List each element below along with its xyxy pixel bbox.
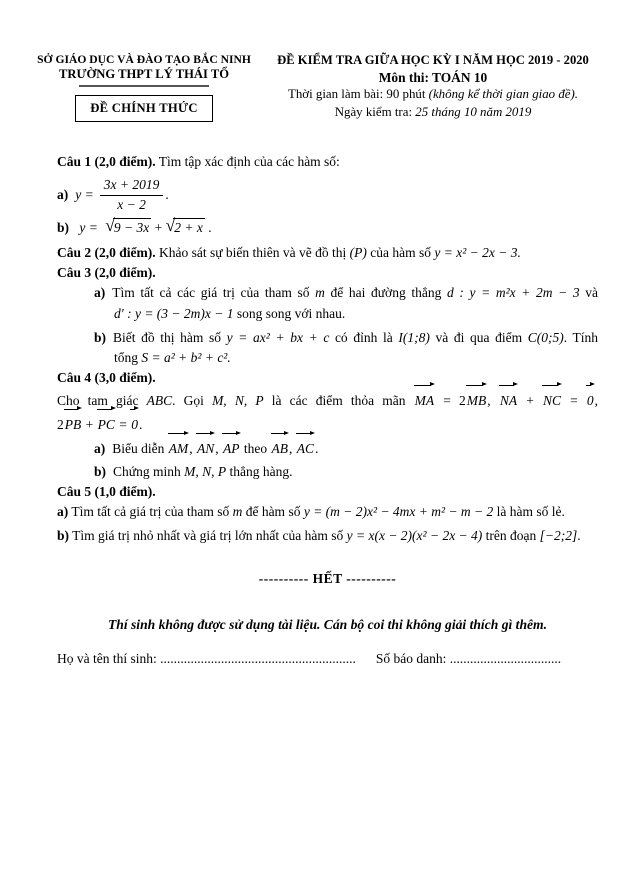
q5-b-label: b): [57, 528, 70, 544]
radicand-2: 2 + x: [174, 219, 203, 235]
q3-a-text-3: và: [579, 285, 598, 301]
radical-sign: √: [165, 214, 176, 235]
q4-comma-1: ,: [487, 392, 499, 408]
q5-a-text-2: để hàm số: [242, 504, 304, 520]
q4-a-comma-2: ,: [215, 441, 223, 457]
duration-note: (không kể thời gian giao đề).: [428, 87, 579, 102]
q3-b-text-5: tổng: [114, 350, 142, 366]
q5-b-interval: [−2;2]: [539, 528, 578, 544]
q1-intro: Tìm tập xác định của các hàm số:: [155, 153, 340, 169]
q4-a-comma-3: ,: [289, 441, 296, 457]
q4-a-text-2: theo: [240, 441, 271, 457]
q3-b-vertex: I(1;8): [398, 329, 430, 345]
q3-title: Câu 3 (2,0 điểm).: [57, 265, 156, 281]
vector-zero-2: 0: [130, 413, 139, 437]
q4-op-1: = 2: [435, 392, 466, 408]
q3-part-a-line1: [94, 283, 598, 303]
exam-info-block: [268, 52, 598, 121]
q3-part-b-line2: [114, 348, 598, 368]
q4-text-3: là các điểm thỏa mãn: [263, 392, 414, 408]
q4-op-2: +: [518, 392, 542, 408]
q5-part-a: [57, 502, 598, 522]
q1-part-b: [57, 214, 598, 238]
q1-b-plus: +: [154, 219, 166, 235]
end-marker: ---------- HẾT ----------: [258, 570, 397, 586]
q5-a-param-m: m: [232, 504, 243, 520]
q1-b-lhs: y =: [79, 219, 98, 235]
q5-a-label: a): [57, 504, 69, 520]
sqrt-expression-2: [165, 214, 205, 238]
exam-title: ĐỀ KIỂM TRA GIỮA HỌC KỲ I NĂM HỌC 2019 - 2020: [277, 53, 589, 67]
vector-mb: MB: [466, 389, 488, 413]
q5-b-text-1: Tìm giá trị nhỏ nhất và giá trị lớn nhất của hàm số: [69, 528, 347, 544]
subject-line: Môn thi: TOÁN 10: [378, 70, 488, 85]
school-name: TRƯỜNG THPT LÝ THÁI TỔ: [58, 67, 230, 82]
q1-a-period: .: [165, 187, 169, 203]
date-value: 25 tháng 10 năm 2019: [415, 104, 532, 119]
q3-part-a-line2: [114, 304, 598, 324]
q5-b-function: y = x(x − 2)(x² − 2x − 4): [346, 528, 483, 544]
q2-text-2: của hàm số: [366, 244, 435, 260]
q4-b-text-2: thẳng hàng.: [226, 463, 293, 479]
q3-b-point-c: C(0;5): [527, 329, 564, 345]
sqrt-expression-1: [105, 214, 151, 238]
candidate-name-dots: ..........................................................: [160, 650, 356, 666]
q5-part-b: [57, 526, 598, 546]
candidate-number-dots: .................................: [449, 650, 562, 666]
q4-op-4: +: [82, 416, 97, 432]
q3-a-text-2: để hai đường thẳng: [324, 285, 447, 301]
q3-b-text-3: và đi qua điểm: [429, 329, 528, 345]
q3-b-sum-s: S = a² + b² + c².: [141, 350, 231, 366]
q4-a-label: a): [94, 441, 106, 457]
school-block: [24, 52, 264, 122]
q4-op-5: =: [115, 416, 131, 432]
q3-a-line-d: d : y = m²x + 2m − 3: [446, 285, 580, 301]
q5-title: Câu 5 (1,0 điểm).: [57, 483, 156, 499]
q4-text-1: Cho tam giác: [57, 392, 147, 408]
exam-note: Thí sinh không được sử dụng tài liệu. Cán bộ coi thi không giải thích gì thêm.: [107, 616, 548, 632]
q5-a-text-1: Tìm tất cả giá trị của tham số: [68, 504, 233, 520]
q1-b-label: b): [57, 219, 70, 235]
q4-b-label: b): [94, 463, 107, 479]
q5-b-period: .: [577, 528, 581, 544]
vector-pc: PC: [97, 413, 116, 437]
vector-na: NA: [499, 389, 518, 413]
vector-ap: AP: [222, 437, 241, 461]
q5-a-text-3: là hàm số lẻ.: [493, 504, 565, 520]
q3-b-label: b): [94, 329, 107, 345]
vector-ac: AC: [296, 437, 315, 461]
q4-a-period: .: [315, 441, 319, 457]
q4-coef-2: 2: [57, 416, 64, 432]
q3-b-text-4: . Tính: [563, 329, 598, 345]
q4-b-text-1: Chứng minh: [113, 463, 185, 479]
q1-title: Câu 1 (2,0 điểm).: [57, 153, 156, 169]
vector-ma: MA: [414, 389, 436, 413]
q4-comma-2: ,: [594, 392, 599, 408]
q2-function: y = x² − 2x − 3.: [434, 244, 521, 260]
q3-part-b-line1: [94, 328, 598, 348]
q4-title: Câu 4 (3,0 điểm).: [57, 370, 156, 386]
duration-line: [268, 86, 598, 103]
q4-part-b: [94, 462, 598, 482]
candidate-info-line: [57, 649, 598, 669]
q3-b-text-1: Biết đồ thị hàm số: [113, 329, 227, 345]
radicand-1: 9 − 3x: [113, 219, 150, 235]
q4-part-a: [94, 437, 598, 461]
fraction: [100, 177, 164, 214]
q4-triangle-abc: ABC: [146, 392, 173, 408]
q3-a-line-d-prime: d′ : y = (3 − 2m)x − 1: [114, 305, 234, 321]
q3-a-param-m: m: [315, 285, 325, 301]
q5-a-function: y = (m − 2)x² − 4mx + m² − m − 2: [303, 504, 494, 520]
duration-label: Thời gian làm bài: 90 phút: [287, 87, 429, 102]
q5-b-text-2: trên đoạn: [482, 528, 540, 544]
fraction-numerator: 3x + 2019: [100, 177, 164, 196]
date-label: Ngày kiểm tra:: [334, 104, 416, 119]
q3-a-text-1: Tìm tất cả các giá trị của tham số: [112, 285, 316, 301]
vector-ab: AB: [271, 437, 290, 461]
fraction-denominator: x − 2: [117, 196, 146, 212]
q1-a-lhs: y =: [75, 187, 94, 203]
q2-math-p: (P): [349, 244, 367, 260]
q4-points-mnp: M, N, P: [212, 392, 264, 408]
vector-am: AM: [168, 437, 190, 461]
official-exam-badge: ĐỀ CHÍNH THỨC: [75, 95, 212, 122]
vector-nc: NC: [542, 389, 562, 413]
candidate-name-label: Họ và tên thí sinh:: [57, 650, 161, 666]
q4-intro-line2: [57, 413, 598, 437]
q4-op-3: =: [562, 392, 586, 408]
vector-zero-1: 0: [586, 389, 595, 413]
department-name: SỞ GIÁO DỤC VÀ ĐÀO TẠO BẮC NINH: [37, 53, 251, 66]
q4-text-2: . Gọi: [172, 392, 213, 408]
q4-period: .: [139, 416, 143, 432]
q1-a-label: a): [57, 187, 69, 203]
q1-heading: [57, 152, 598, 172]
vector-an: AN: [196, 437, 215, 461]
q3-b-text-2: có đỉnh là: [329, 329, 399, 345]
q4-a-comma-1: ,: [189, 441, 196, 457]
exam-date-line: [268, 104, 598, 121]
q1-b-period: .: [208, 219, 212, 235]
exam-body: [57, 152, 598, 669]
q2-title: Câu 2 (2,0 điểm).: [57, 244, 156, 260]
q3-b-quadratic: y = ax² + bx + c: [226, 329, 330, 345]
q1-part-a: [57, 177, 598, 214]
header: [24, 52, 598, 122]
q2-text-1: Khảo sát sự biến thiên và vẽ đồ thị: [155, 244, 350, 260]
vector-pb: PB: [64, 413, 83, 437]
q3-a-label: a): [94, 285, 106, 301]
q4-b-points: M, N, P: [184, 463, 227, 479]
q2-line: [57, 243, 598, 263]
q3-a-text-4: song song với nhau.: [233, 305, 346, 321]
q4-a-text-1: Biểu diễn: [112, 441, 168, 457]
radical-sign: √: [105, 214, 115, 235]
candidate-number-label: Số báo danh:: [375, 650, 450, 666]
